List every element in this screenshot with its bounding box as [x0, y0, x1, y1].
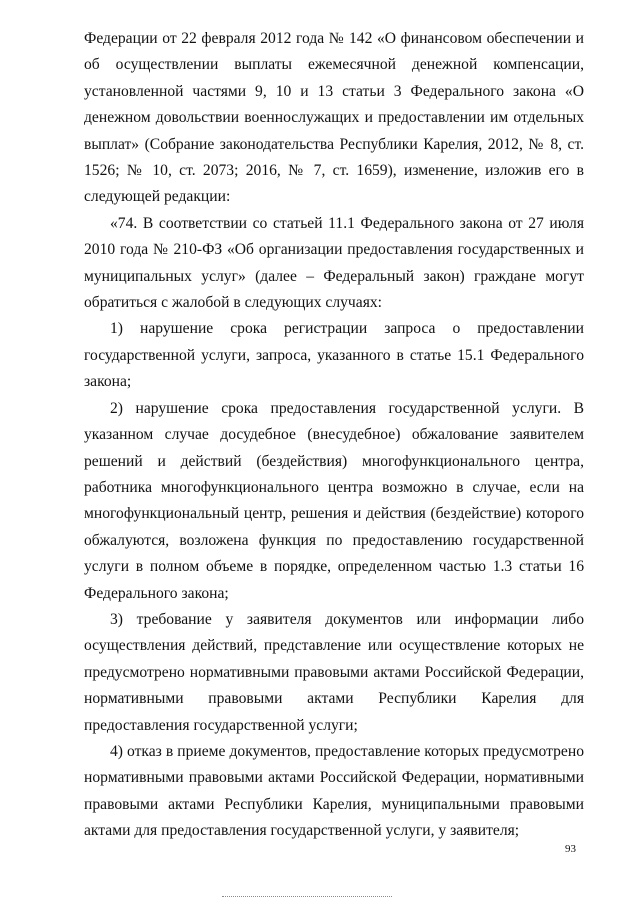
scan-edge-mark — [222, 896, 392, 899]
paragraph-item-2: 2) нарушение срока предоставления государственной услуги. В указанном случае досудебное (внесудебное) обжалование заявителем решений и действий (бездействия) многофункционального центра, работника многофункционального центра возможно в случае, если на многофункциональный центр, решения и действия (бездействие) которого обжалуются, возложена функция по предоставлению государственной услуги в полном объеме в порядке, определенном частью 1.3 статьи 16 Федерального закона; — [84, 399, 584, 602]
document-body — [84, 26, 584, 845]
paragraph-intro: Федерации от 22 февраля 2012 года № 142 «О финансовом обеспечении и об осуществлении выплаты ежемесячной денежной компенсации, установленной частями 9, 10 и 13 статьи 3 Федерального закона «О денежном довольствии военнослужащих и предоставлении им отдельных выплат» (Собрание законодательства Республики Карелия, 2012, № 8, ст. 1526; № 10, ст. 2073; 2016, № 7, ст. 1659), изменение, изложив его в следующей редакции: — [84, 30, 584, 206]
paragraph-item-1: 1) нарушение срока регистрации запроса о предоставлении государственной услуги, запроса, указанного в статье 15.1 Федерального закона; — [84, 320, 584, 391]
paragraph-article-74: «74. В соответствии со статьей 11.1 Федерального закона от 27 июля 2010 года № 210-ФЗ «Об организации предоставления государственных и муниципальных услуг» (далее – Федеральный закон) граждане могут обратиться с жалобой в следующих случаях: — [84, 214, 584, 312]
paragraph-item-3: 3) требование у заявителя документов или информации либо осуществления действий, представление или осуществление которых не предусмотрено нормативными правовыми актами Российской Федерации, нормативными правовыми актами Республики Карелия для предоставления государственной услуги; — [84, 610, 584, 734]
page-number: 93 — [565, 843, 576, 855]
paragraph-item-4: 4) отказ в приеме документов, предоставление которых предусмотрено нормативными правовыми актами Российской Федерации, нормативными правовыми актами Республики Карелия, муниципальными правовыми актами для предоставления государственной услуги, у заявителя; — [84, 742, 584, 840]
